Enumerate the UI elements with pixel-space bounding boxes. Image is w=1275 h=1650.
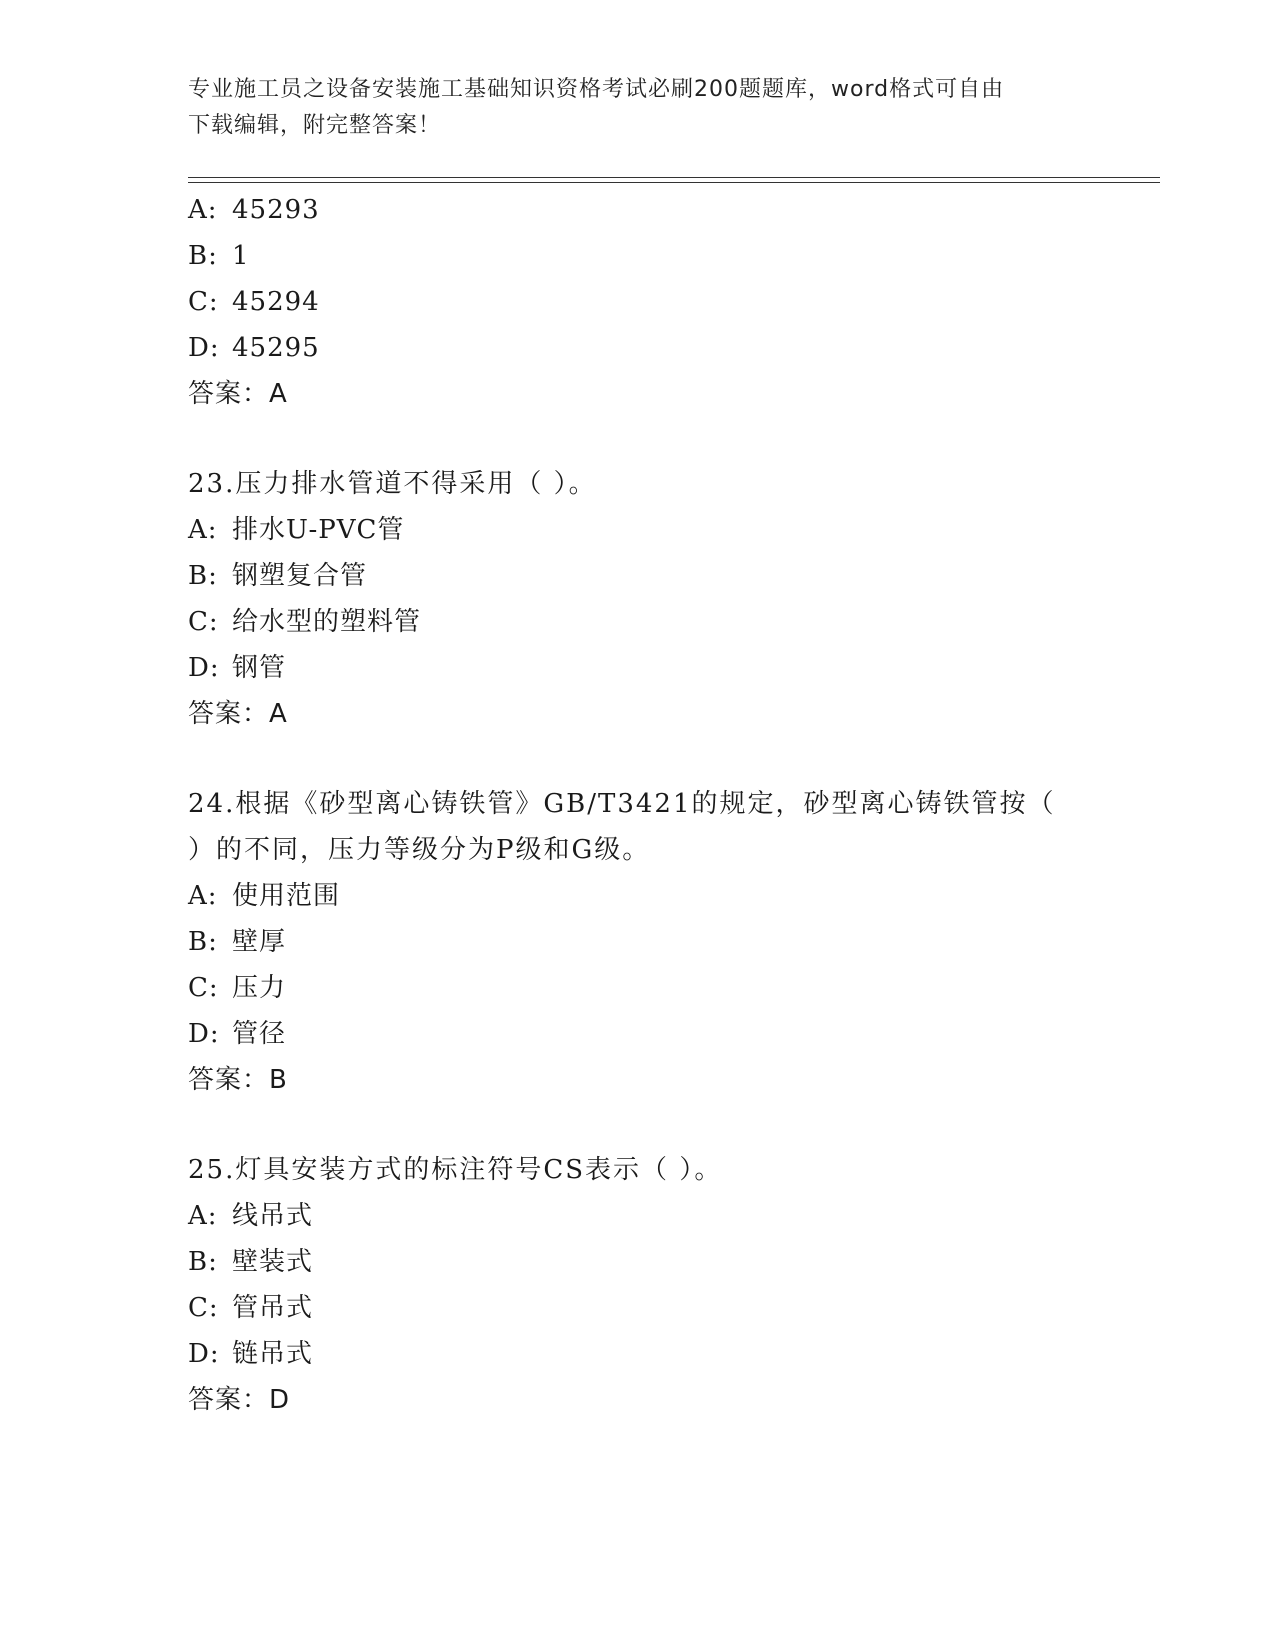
- question-stem: 23.压力排水管道不得采用（ ）。: [188, 469, 597, 499]
- document-header: [188, 72, 1088, 144]
- option-c: C: 45294: [188, 287, 320, 317]
- question-25: [188, 1147, 1088, 1423]
- option-a: A: 排水U-PVC管: [188, 515, 405, 545]
- option-b: B: 壁厚: [188, 927, 287, 957]
- option-d: D: 链吊式: [188, 1339, 314, 1369]
- option-d: D: 钢管: [188, 653, 287, 683]
- option-b: B: 壁装式: [188, 1247, 314, 1277]
- answer-line: 答案：D: [188, 1385, 291, 1415]
- option-a: A: 线吊式: [188, 1201, 314, 1231]
- header-line-1: 专业施工员之设备安装施工基础知识资格考试必刷200题题库，word格式可自由: [188, 77, 1005, 102]
- option-c: C: 压力: [188, 973, 287, 1003]
- question-stem: 24.根据《砂型离心铸铁管》GB/T3421的规定，砂型离心铸铁管按（: [188, 789, 1056, 819]
- option-d: D: 管径: [188, 1019, 287, 1049]
- question-stem: 25.灯具安装方式的标注符号CS表示（ ）。: [188, 1155, 723, 1185]
- header-rule-bottom: [188, 182, 1160, 183]
- header-rule-top: [188, 177, 1160, 178]
- question-23: [188, 461, 1088, 737]
- spacer: [188, 737, 1088, 781]
- question-stem-continued: ）的不同，压力等级分为P级和G级。: [188, 835, 651, 865]
- answer-line: 答案：A: [188, 379, 288, 409]
- answer-line: 答案：A: [188, 699, 288, 729]
- spacer: [188, 417, 1088, 461]
- option-b: B: 钢塑复合管: [188, 561, 368, 591]
- option-b: B: 1: [188, 241, 250, 271]
- option-c: C: 给水型的塑料管: [188, 607, 422, 637]
- header-line-2: 下载编辑，附完整答案！: [188, 113, 442, 138]
- question-24: [188, 781, 1088, 1103]
- spacer: [188, 1103, 1088, 1147]
- answer-line: 答案：B: [188, 1065, 288, 1095]
- option-c: C: 管吊式: [188, 1293, 314, 1323]
- option-a: A: 使用范围: [188, 881, 341, 911]
- question-list: [188, 187, 1088, 1423]
- question-22-continued: [188, 187, 1088, 417]
- option-a: A: 45293: [188, 195, 320, 225]
- option-d: D: 45295: [188, 333, 320, 363]
